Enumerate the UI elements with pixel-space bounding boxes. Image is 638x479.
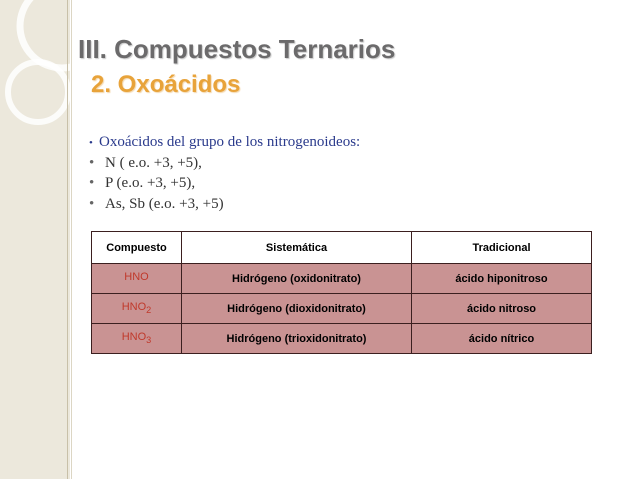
table-header-row bbox=[92, 232, 592, 264]
bullet-item bbox=[89, 132, 360, 153]
slide-title: III. Compuestos Ternarios bbox=[78, 34, 396, 64]
formula-cell bbox=[92, 294, 182, 324]
bullet-text: P (e.o. +3, +5), bbox=[105, 175, 196, 191]
divider-line bbox=[71, 0, 72, 479]
formula-cell bbox=[92, 264, 182, 294]
bullet-marker: • bbox=[89, 195, 95, 212]
formula-subscript: 2 bbox=[146, 305, 152, 316]
bullet-item bbox=[89, 153, 360, 174]
table-row bbox=[92, 294, 592, 324]
header-tradicional: Tradicional bbox=[412, 232, 592, 264]
bullet-marker: • bbox=[89, 154, 95, 171]
bullet-marker: • bbox=[89, 175, 95, 191]
header-sistematica: Sistemática bbox=[182, 232, 412, 264]
table-row bbox=[92, 264, 592, 294]
traditional-name-cell: ácido hiponitroso bbox=[412, 264, 592, 294]
slide-subtitle: 2. Oxoácidos bbox=[91, 71, 241, 98]
bullet-text: Oxoácidos del grupo de los nitrogenoideos: bbox=[99, 134, 361, 150]
divider-line bbox=[67, 0, 68, 479]
bullet-text: As, Sb (e.o. +3, +5) bbox=[105, 195, 224, 212]
systematic-name-cell: Hidrógeno (oxidonitrato) bbox=[182, 264, 412, 294]
bullet-marker: • bbox=[89, 137, 93, 149]
traditional-name-cell: ácido nitroso bbox=[412, 294, 592, 324]
table-row bbox=[92, 324, 592, 354]
systematic-name-cell: Hidrógeno (dioxidonitrato) bbox=[182, 294, 412, 324]
bullet-item bbox=[89, 173, 360, 194]
bullet-list bbox=[89, 132, 360, 214]
formula-subscript: 3 bbox=[146, 335, 152, 346]
formula-text: HNO bbox=[124, 271, 149, 284]
bullet-text: N ( e.o. +3, +5), bbox=[105, 154, 202, 171]
decorative-rings bbox=[0, 0, 110, 130]
nomenclature-table bbox=[91, 231, 592, 354]
systematic-name-cell: Hidrógeno (trioxidonitrato) bbox=[182, 324, 412, 354]
formula-text: HNO bbox=[121, 301, 147, 314]
formula-text: HNO bbox=[121, 331, 147, 344]
traditional-name-cell: ácido nítrico bbox=[412, 324, 592, 354]
header-compuesto: Compuesto bbox=[92, 232, 182, 264]
formula-cell bbox=[92, 324, 182, 354]
bullet-item bbox=[89, 194, 360, 215]
